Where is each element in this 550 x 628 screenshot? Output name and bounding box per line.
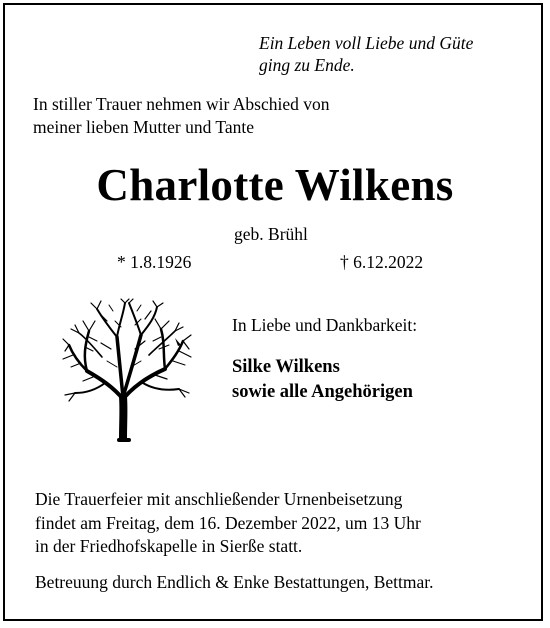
mourners-names	[232, 355, 413, 404]
bare-tree-icon	[57, 297, 197, 442]
intro-line-2: meiner lieben Mutter und Tante	[33, 117, 255, 137]
maiden-name: geb. Brühl	[234, 224, 308, 244]
intro-line-1: In stiller Trauer nehmen wir Abschied von	[33, 94, 330, 114]
death-date: † 6.12.2022	[340, 252, 424, 272]
service-line-2: findet am Freitag, dem 16. Dezember 2022, um 13 Uhr	[35, 512, 421, 533]
mourner-line-1: Silke Wilkens	[232, 357, 340, 377]
undertaker-info: Betreuung durch Endlich & Enke Bestattungen, Bettmar.	[35, 572, 434, 592]
intro-text	[33, 93, 329, 139]
motto-line-1: Ein Leben voll Liebe und Güte	[259, 33, 474, 53]
gratitude-text: In Liebe und Dankbarkeit:	[232, 315, 418, 335]
motto-quote	[259, 32, 473, 76]
deceased-name: Charlotte Wilkens	[96, 160, 454, 210]
mourner-line-2: sowie alle Angehörigen	[232, 381, 413, 402]
motto-line-2: ging zu Ende.	[259, 55, 355, 75]
birth-date: * 1.8.1926	[117, 252, 192, 272]
funeral-service-info	[35, 488, 421, 559]
service-line-3: in der Friedhofskapelle in Sierße statt.	[35, 536, 303, 556]
service-line-1: Die Trauerfeier mit anschließender Urnenbeisetzung	[35, 489, 403, 509]
